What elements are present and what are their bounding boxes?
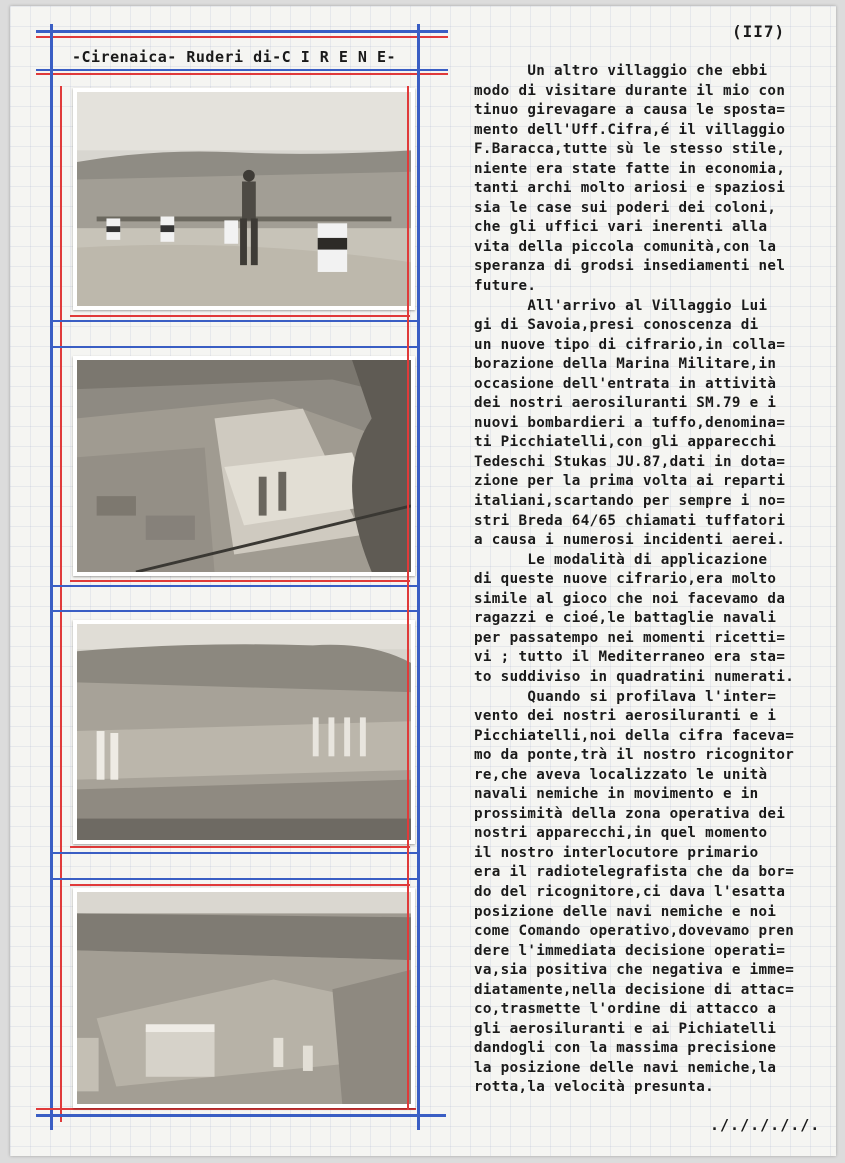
- separator-1b-blue: [50, 346, 420, 348]
- text-line: per passatempo nei momenti ricetti=: [474, 629, 786, 646]
- document-page: [10, 6, 836, 1156]
- text-line: nostri apparecchi,in quel momento: [474, 825, 768, 842]
- separator-2b-blue: [50, 610, 420, 612]
- frame-line-left-red: [60, 86, 62, 1122]
- photo-ruins-columns-image: [77, 624, 411, 840]
- frame-line-top-blue: [36, 30, 448, 33]
- frame-line-title-blue: [36, 69, 448, 71]
- separator-3b-red: [70, 884, 410, 886]
- text-line: rotta,la velocità presunta.: [474, 1079, 715, 1096]
- frame-line-right-blue: [417, 24, 420, 1130]
- text-line: co,trasmette l'ordine di attacco a: [474, 1001, 777, 1018]
- text-line: sia le case sui poderi dei coloni,: [474, 199, 777, 216]
- text-line: Picchiatelli,noi della cifra faceva=: [474, 727, 795, 744]
- text-line: di queste nuove cifrario,era molto: [474, 571, 777, 588]
- text-line: tanti archi molto ariosi e spaziosi: [474, 180, 786, 197]
- frame-line-left-blue: [50, 24, 53, 1130]
- text-line: vento dei nostri aerosiluranti e i: [474, 708, 777, 725]
- text-line: niente era state fatte in economia,: [474, 160, 786, 177]
- text-line: Quando si profilava l'inter=: [474, 688, 777, 705]
- photo-ruins-aerial-1-image: [77, 360, 411, 572]
- text-line: vi ; tutto il Mediterraneo era sta=: [474, 649, 786, 666]
- text-line: All'arrivo al Villaggio Lui: [474, 297, 768, 314]
- text-line: Le modalità di applicazione: [474, 551, 768, 568]
- separator-2-red: [70, 580, 410, 582]
- text-line: come Comando operativo,dovevamo pren: [474, 923, 795, 940]
- text-line: do del ricognitore,ci dava l'esatta: [474, 883, 786, 900]
- text-line: occasione dell'entrata in attività: [474, 375, 777, 392]
- text-line: la posizione delle navi nemiche,la: [474, 1059, 777, 1076]
- text-line: simile al gioco che noi facevamo da: [474, 590, 786, 607]
- text-line: dandogli con la massima precisione: [474, 1040, 777, 1057]
- text-line: re,che aveva localizzato le unità: [474, 766, 768, 783]
- text-line: future.: [474, 278, 537, 295]
- text-line: ti Picchiatelli,con gli apparecchi: [474, 434, 777, 451]
- text-line: gli aerosiluranti e ai Pichiatelli: [474, 1020, 777, 1037]
- separator-3-red: [70, 846, 410, 848]
- typed-text-body: [474, 62, 845, 1098]
- photo-soldier-at-railing-image: [77, 92, 411, 306]
- text-line: navali nemiche in movimento e in: [474, 786, 759, 803]
- photo-ruins-columns: [73, 620, 415, 844]
- text-line: prossimità della zona operativa dei: [474, 805, 786, 822]
- frame-line-bottom-blue: [36, 1114, 446, 1117]
- text-line: to suddiviso in quadratini numerati.: [474, 668, 795, 685]
- separator-1-blue: [50, 320, 420, 322]
- text-line: mento dell'Uff.Cifra,é il villaggio: [474, 121, 786, 138]
- text-line: F.Baracca,tutte sù le stesso stile,: [474, 141, 786, 158]
- text-line: Un altro villaggio che ebbi: [474, 63, 768, 79]
- text-line: era il radiotelegrafista che da bor=: [474, 864, 795, 881]
- text-line: italiani,scartando per sempre i no=: [474, 493, 786, 510]
- text-line: zione per la prima volta ai reparti: [474, 473, 786, 490]
- photo-ruins-aerial-2-image: [77, 892, 411, 1104]
- text-line: dere l'immediata decisione operati=: [474, 942, 786, 959]
- separator-1-red: [70, 315, 410, 317]
- frame-line-bottom-red: [36, 1108, 416, 1110]
- text-line: Tedeschi Stukas JU.87,dati in dota=: [474, 453, 786, 470]
- separator-3-blue: [50, 852, 420, 854]
- text-line: vita della piccola comunità,con la: [474, 238, 777, 255]
- section-title: -Cirenaica- Ruderi di-C I R E N E-: [72, 48, 397, 66]
- text-line: dei nostri aerosiluranti SM.79 e i: [474, 395, 777, 412]
- frame-line-right-red: [407, 86, 409, 1110]
- text-line: stri Breda 64/65 chiamati tuffatori: [474, 512, 786, 529]
- text-line: gi di Savoia,presi conoscenza di: [474, 317, 759, 334]
- separator-3b-blue: [50, 878, 420, 880]
- frame-line-top-red: [36, 36, 448, 38]
- text-line: che gli uffici vari inerenti alla: [474, 219, 768, 236]
- text-line: modo di visitare durante il mio con: [474, 82, 786, 99]
- photo-soldier-at-railing: [73, 88, 415, 310]
- closing-mark: ./././././.: [710, 1116, 821, 1134]
- page-number: (II7): [732, 22, 786, 41]
- photo-ruins-aerial-2: [73, 888, 415, 1108]
- text-line: tinuo girevagare a causa le sposta=: [474, 102, 786, 119]
- text-line: diatamente,nella decisione di attac=: [474, 981, 795, 998]
- text-line: ragazzi e cioé,le battaglie navali: [474, 610, 777, 627]
- text-line: posizione delle navi nemiche e noi: [474, 903, 777, 920]
- photo-ruins-aerial-1: [73, 356, 415, 576]
- frame-line-title-red: [36, 73, 448, 75]
- text-line: il nostro interlocutore primario: [474, 844, 759, 861]
- text-line: borazione della Marina Militare,in: [474, 356, 777, 373]
- text-line: va,sia positiva che negativa e imme=: [474, 962, 795, 979]
- text-line: un nuove tipo di cifrario,in colla=: [474, 336, 786, 353]
- text-line: mo da ponte,trà il nostro ricognitor: [474, 747, 795, 764]
- text-line: nuovi bombardieri a tuffo,denomina=: [474, 414, 786, 431]
- text-line: speranza di grodsi insediamenti nel: [474, 258, 786, 275]
- text-line: a causa i numerosi incidenti aerei.: [474, 532, 786, 549]
- separator-2-blue: [50, 585, 420, 587]
